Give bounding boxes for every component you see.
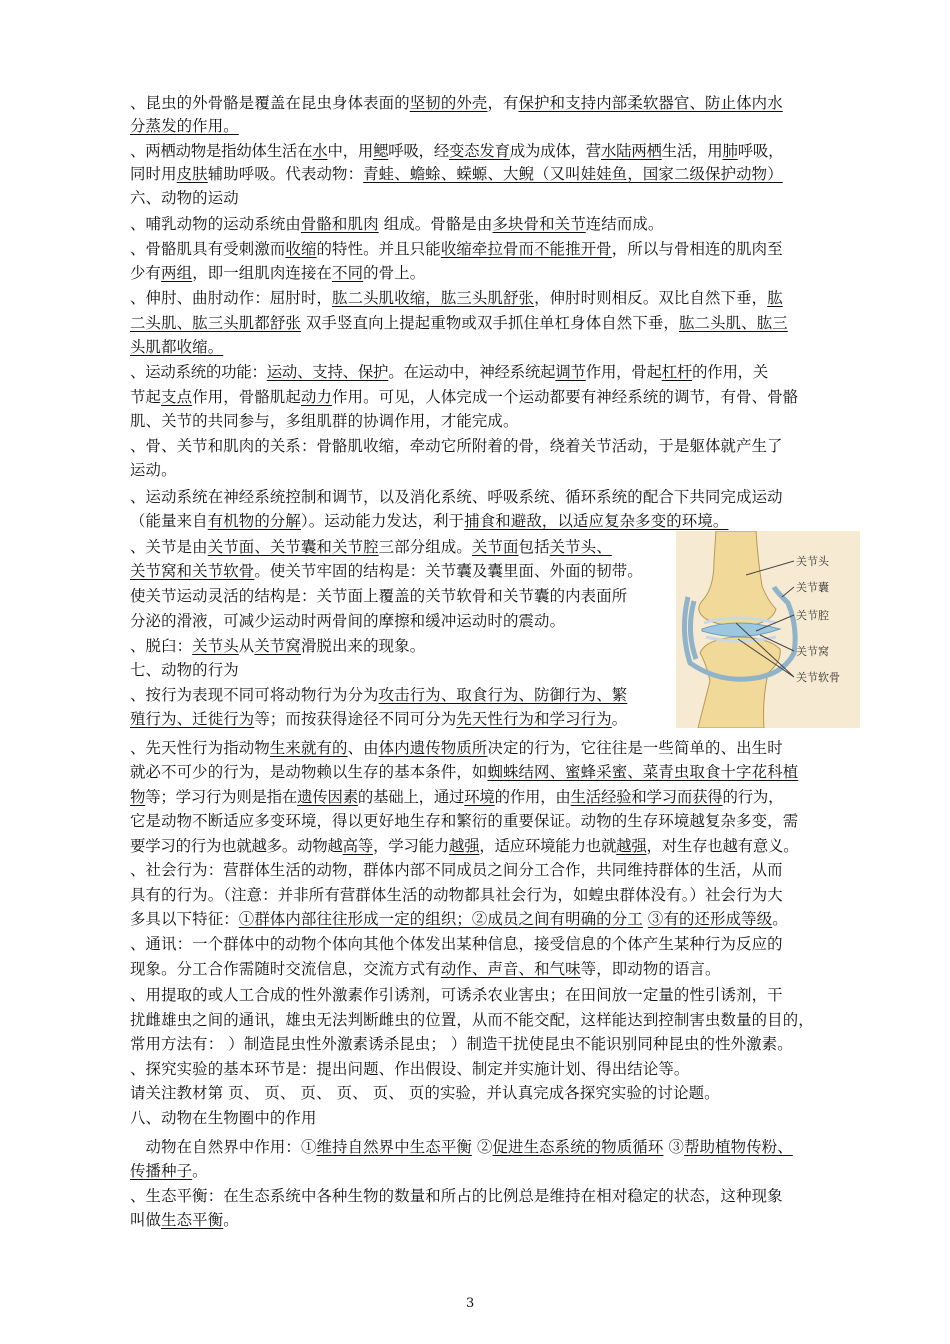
text-run: 、运动系统的功能： <box>130 363 267 381</box>
underlined-key-term: 肺 <box>722 142 738 160</box>
underlined-key-term: 帮助植物传粉、 <box>684 1138 793 1156</box>
underlined-key-term: 生态平衡 <box>161 1211 224 1229</box>
text-run: 呼吸， <box>737 142 784 160</box>
underlined-key-term: 支点 <box>161 388 193 406</box>
text-run: 决定的行为，它往往是一些简单的、出生时 <box>487 739 783 757</box>
joint-diagram <box>676 531 860 728</box>
text-run: 、两栖动物是指幼体生活在 <box>130 142 313 160</box>
underlined-key-term: 杠杆 <box>661 363 693 381</box>
text-run: 、哺乳动物的运动系统由 <box>130 215 301 233</box>
underlined-key-term: 多块骨和关节 <box>492 215 586 233</box>
underlined-key-term: 关节窝和关节软骨 <box>130 562 255 580</box>
text-line <box>130 361 768 383</box>
text-run: 、运动系统在神经系统控制和调节，以及消化系统、呼吸系统、循环系统的配合下共同完成运动 <box>130 488 783 506</box>
text-run: 。使关节牢固的结构是：关节囊及囊里面、外面的韧带。 <box>254 562 643 580</box>
text-run: ，所以与骨相连的肌肉至 <box>611 240 783 258</box>
text-run: 双手竖直向上提起重物或双手抓住单杠身体自然下垂， <box>300 314 679 332</box>
text-run: 、骨、关节和肌肉的关系：骨骼肌收缩，牵动它所附着的骨，绕着关节活动，于是躯体就产生了 <box>130 437 783 455</box>
underlined-key-term: 变态发育 <box>449 142 510 160</box>
text-run: 具有的行为。（注意：并非所有营群体生活的动物都具社会行为，如蝗虫群体没有。）社会行为大 <box>130 886 783 904</box>
underlined-key-term: 皮肤 <box>176 165 208 183</box>
text-run: 、用提取的或人工合成的性外激素作引诱剂，可诱杀农业害虫；在田间放一定量的性引诱剂，干 <box>130 986 783 1004</box>
text-run: 、按行为表现不同可将动物行为分为 <box>130 686 379 704</box>
text-run: 滑脱出来的现象。 <box>300 637 426 655</box>
text-run: 等；学习行为则是指在 <box>145 788 298 806</box>
text-line <box>130 238 783 260</box>
text-run: 节起 <box>130 388 162 406</box>
text-run: 。在运动中，神经系统起 <box>388 363 556 381</box>
text-line <box>130 859 783 881</box>
text-run: 等；而按获得途径不同可分为 <box>254 710 457 728</box>
text-run: 呼吸，经 <box>388 142 450 160</box>
underlined-key-term: 关节头 <box>192 637 239 655</box>
underlined-key-term: ③有的还形成等级 <box>647 910 773 928</box>
text-run: 生活，用 <box>661 142 723 160</box>
text-line <box>130 1136 793 1158</box>
text-run: 、先天性行为指动物 <box>130 739 270 757</box>
text-line <box>130 459 177 481</box>
text-run: ，即一组肌肉连接在 <box>192 264 333 282</box>
text-run: 同时用 <box>130 165 177 183</box>
text-run: 叫做 <box>130 1211 162 1229</box>
text-line <box>130 510 728 532</box>
text-run: 辅助呼吸。代表动物： <box>207 165 364 183</box>
text-line <box>130 336 223 358</box>
text-run: 要学习的行为也就越多。动物越 <box>130 837 343 855</box>
text-run: 连结而成。 <box>585 215 664 233</box>
underlined-key-term: 越强 <box>449 837 480 855</box>
text-run: 的作用，由 <box>494 788 571 806</box>
underlined-key-term: 青蛙、蟾蜍、蝾螈、大鲵（又叫娃娃鱼，国家二级保护动物） <box>363 165 783 183</box>
underlined-key-term: 传播种子 <box>130 1162 193 1180</box>
underlined-key-term: 水 <box>312 142 328 160</box>
underlined-key-term: 关节面、关节囊和关节腔 <box>207 538 379 556</box>
text-run: 、通讯：一个群体中的动物个体向其他个体发出某种信息，接受信息的个体产生某种行为反应的 <box>130 935 783 953</box>
underlined-key-term: 物 <box>130 788 146 806</box>
underlined-key-term: 收缩牵拉骨而不能推开骨 <box>440 240 612 258</box>
text-line <box>130 737 783 759</box>
text-line <box>130 1185 783 1207</box>
text-run: 的基础上，通过 <box>357 788 465 806</box>
text-line <box>130 115 239 137</box>
text-run: （能量来自 <box>130 512 208 530</box>
underlined-key-term: 鳃 <box>373 142 389 160</box>
underlined-key-term: 运动、支持、保护 <box>266 363 389 381</box>
underlined-key-term: 坚韧的外壳 <box>409 94 488 112</box>
underlined-key-term: 关节窝 <box>254 637 301 655</box>
underlined-key-term: 捕食和避敌，以适应复杂多变的环境。 <box>464 512 729 530</box>
underlined-key-term: 调节 <box>555 363 586 381</box>
text-run: 七、动物的行为 <box>130 661 239 679</box>
underlined-key-term: 先天性行为和学习行为 <box>456 710 612 728</box>
text-line <box>130 610 565 632</box>
text-run: 、生态平衡：在生态系统中各种生物的数量和所占的比例总是维持在相对稳定的状态，这种现象 <box>130 1187 783 1205</box>
text-run: ，对生存也越有意义。 <box>646 837 799 855</box>
text-line <box>130 761 798 783</box>
underlined-key-term: 生来就有的 <box>269 739 348 757</box>
underlined-key-term: 动力 <box>300 388 333 406</box>
text-run: 、探究实验的基本环节是：提出问题、作出假设、制定并实施计划、得出结论等。 <box>130 1060 690 1078</box>
underlined-key-term: 维持自然界中生态平衡 <box>316 1138 472 1156</box>
underlined-key-term: 不同 <box>332 264 364 282</box>
text-line <box>130 486 783 508</box>
text-run: 。 <box>223 1211 239 1229</box>
underlined-key-term: 高等 <box>342 837 374 855</box>
text-line <box>130 810 798 832</box>
label-joint-cartilage: 关节软骨 <box>796 671 840 684</box>
text-line <box>130 835 798 857</box>
text-run: 、社会行为：营群体生活的动物，群体内部不同成员之间分工合作，共同维持群体的生活，从而 <box>130 861 783 879</box>
text-line <box>130 410 519 432</box>
label-joint-cavity: 关节腔 <box>796 609 829 622</box>
underlined-key-term: 促进生态系统的物质循环 <box>492 1138 664 1156</box>
text-run: 现象。分工合作需随时交流信息，交流方式有 <box>130 960 441 978</box>
text-run: 、脱臼： <box>130 637 193 655</box>
text-run: 使关节运动灵活的结构是：关节面上覆盖的关节软骨和关节囊的内表面所 <box>130 587 628 605</box>
underlined-key-term: 肱二头肌、肱三 <box>678 314 788 332</box>
text-run: 等，即动物的语言。 <box>580 960 721 978</box>
text-run: 的作用，关 <box>692 363 769 381</box>
text-line <box>130 1209 239 1231</box>
label-joint-socket: 关节窝 <box>796 645 829 658</box>
underlined-key-term: 肱 <box>767 289 783 307</box>
text-line <box>130 908 788 930</box>
underlined-key-term: 二头肌、肱三头肌都舒张 <box>130 314 301 332</box>
text-run: 、昆虫的外骨骼是覆盖在昆虫身体表面的 <box>130 94 410 112</box>
text-run: 。 <box>192 1162 208 1180</box>
underlined-key-term: 动作、声音、和气味 <box>440 960 581 978</box>
text-run: 八、动物在生物圈中的作用 <box>130 1109 317 1127</box>
text-run: ，有 <box>487 94 519 112</box>
text-line <box>130 312 788 334</box>
text-line <box>130 1058 689 1080</box>
text-run: 作用，骨骼肌起 <box>192 388 301 406</box>
label-joint-head: 关节头 <box>796 555 829 568</box>
label-joint-capsule: 关节囊 <box>796 581 829 594</box>
text-line <box>130 884 783 906</box>
text-line <box>130 635 425 657</box>
underlined-key-term: 攻击行为、取食行为、防御行为、繁 <box>378 686 628 704</box>
underlined-key-term: 蜘蛛结网、蜜蜂采蜜、菜青虫取食十字花科植 <box>487 763 799 781</box>
text-line <box>130 1033 793 1055</box>
text-run: 。 <box>611 710 628 728</box>
text-run: 成为成体，营 <box>509 142 601 160</box>
text-line <box>130 1009 814 1031</box>
text-line <box>130 287 783 309</box>
text-line <box>130 213 663 235</box>
text-line <box>130 92 783 114</box>
underlined-key-term: 关节头、 <box>549 538 612 556</box>
text-line <box>130 435 783 457</box>
text-line <box>130 1082 720 1104</box>
text-run: 的行为， <box>722 788 784 806</box>
text-line <box>130 262 425 284</box>
text-line <box>130 786 783 808</box>
text-line <box>130 684 627 706</box>
text-run: 从 <box>238 637 255 655</box>
text-run: 少有 <box>130 264 162 282</box>
joint-structure-figure <box>676 531 860 728</box>
text-run: 、关节是由 <box>130 538 208 556</box>
text-line <box>130 1107 317 1129</box>
underlined-key-term: 生活经验和学习而获得 <box>570 788 723 806</box>
underlined-key-term: 肱二头肌收缩，肱三头肌舒张 <box>332 289 535 307</box>
underlined-key-term: 收缩 <box>285 240 317 258</box>
text-run: 、骨骼肌具有受刺激而 <box>130 240 286 258</box>
text-run: 、伸肘、曲肘动作：屈肘时， <box>130 289 333 307</box>
underlined-key-term: 两组 <box>161 264 193 282</box>
text-run: 中，用 <box>327 142 374 160</box>
underlined-key-term: 有机物的分解 <box>207 512 301 530</box>
text-run: 的骨上。 <box>363 264 426 282</box>
underlined-key-term: 水陆两栖 <box>600 142 662 160</box>
underlined-key-term: 越强 <box>616 837 647 855</box>
text-run: 。 <box>772 910 788 928</box>
text-line <box>130 585 627 607</box>
text-line <box>130 163 783 185</box>
text-line <box>130 1160 208 1182</box>
text-run: 、由 <box>347 739 379 757</box>
underlined-key-term: 环境 <box>464 788 495 806</box>
text-line <box>130 984 783 1006</box>
page-number: 3 <box>466 1296 475 1311</box>
text-line <box>130 386 798 408</box>
underlined-key-term: 保护和支持内部柔软器官、防止体内水 <box>518 94 783 112</box>
text-run: 就必不可少的行为，是动物赖以生存的基本条件，如 <box>130 763 488 781</box>
underlined-key-term: 体内遗传物质所 <box>378 739 488 757</box>
text-run: ③ <box>663 1138 685 1156</box>
text-run: 它是动物不断适应多变环境，得以更好地生存和繁衍的重要保证。动物的生存环境越复杂多变，需 <box>130 812 799 830</box>
text-run: ）。运动能力发达，利于 <box>300 512 465 530</box>
text-run: 的特性。并且只能 <box>316 240 441 258</box>
text-run: 组成。骨骼是由 <box>378 215 493 233</box>
text-run: 分泌的滑液，可减少运动时两骨间的摩擦和缓冲运动时的震动。 <box>130 612 566 630</box>
text-run: 作用，骨起 <box>585 363 662 381</box>
text-line <box>130 659 239 681</box>
text-run: ，伸肘时则相反。双比自然下垂， <box>534 289 768 307</box>
underlined-key-term: 头肌都收缩。 <box>130 338 224 356</box>
text-run: 运动。 <box>130 461 177 479</box>
text-run: 六、动物的运动 <box>130 189 239 207</box>
text-run: 作用。可见，人体完成一个运动都要有神经系统的调节，有骨、骨骼 <box>332 388 799 406</box>
underlined-key-term: ①群体内部往往形成一定的组织；②成员之间有明确的分工 <box>238 910 643 928</box>
underlined-key-term: 遗传因素 <box>297 788 358 806</box>
text-run: 常用方法有： ）制造昆虫性外激素诱杀昆虫； ）制造干扰使昆虫不能识别同种昆虫的性外激素。 <box>130 1035 793 1053</box>
underlined-key-term: 骨骼和肌肉 <box>300 215 379 233</box>
text-line <box>130 536 612 558</box>
underlined-key-term: 殖行为、迁徙行为 <box>130 710 255 728</box>
text-run: 多具以下特征： <box>130 910 239 928</box>
text-line <box>130 933 783 955</box>
text-line <box>130 708 627 730</box>
text-line <box>130 187 239 209</box>
text-run: 肌、关节的共同参与，多组肌群的协调作用，才能完成。 <box>130 412 519 430</box>
text-run: 三部分组成。 <box>378 538 472 556</box>
text-line <box>130 140 783 162</box>
text-run: ，学习能力 <box>373 837 450 855</box>
text-run: 包括 <box>518 538 550 556</box>
text-run: 扰雌雄虫之间的通讯，雄虫无法判断雌虫的位置，从而不能交配，这样能达到控制害虫数量的目的， <box>130 1011 814 1029</box>
text-line <box>130 958 721 980</box>
text-line <box>130 560 643 582</box>
text-run: 请关注教材第 页、 页、 页、 页、 页、 页的实验，并认真完成各探究实验的讨论题。 <box>130 1084 720 1102</box>
text-run: ，适应环境能力也就 <box>479 837 617 855</box>
underlined-key-term: 分蒸发的作用。 <box>130 117 239 135</box>
text-run: ② <box>471 1138 493 1156</box>
underlined-key-term: 关节面 <box>471 538 519 556</box>
text-run: 动物在自然界中作用：① <box>130 1138 317 1156</box>
